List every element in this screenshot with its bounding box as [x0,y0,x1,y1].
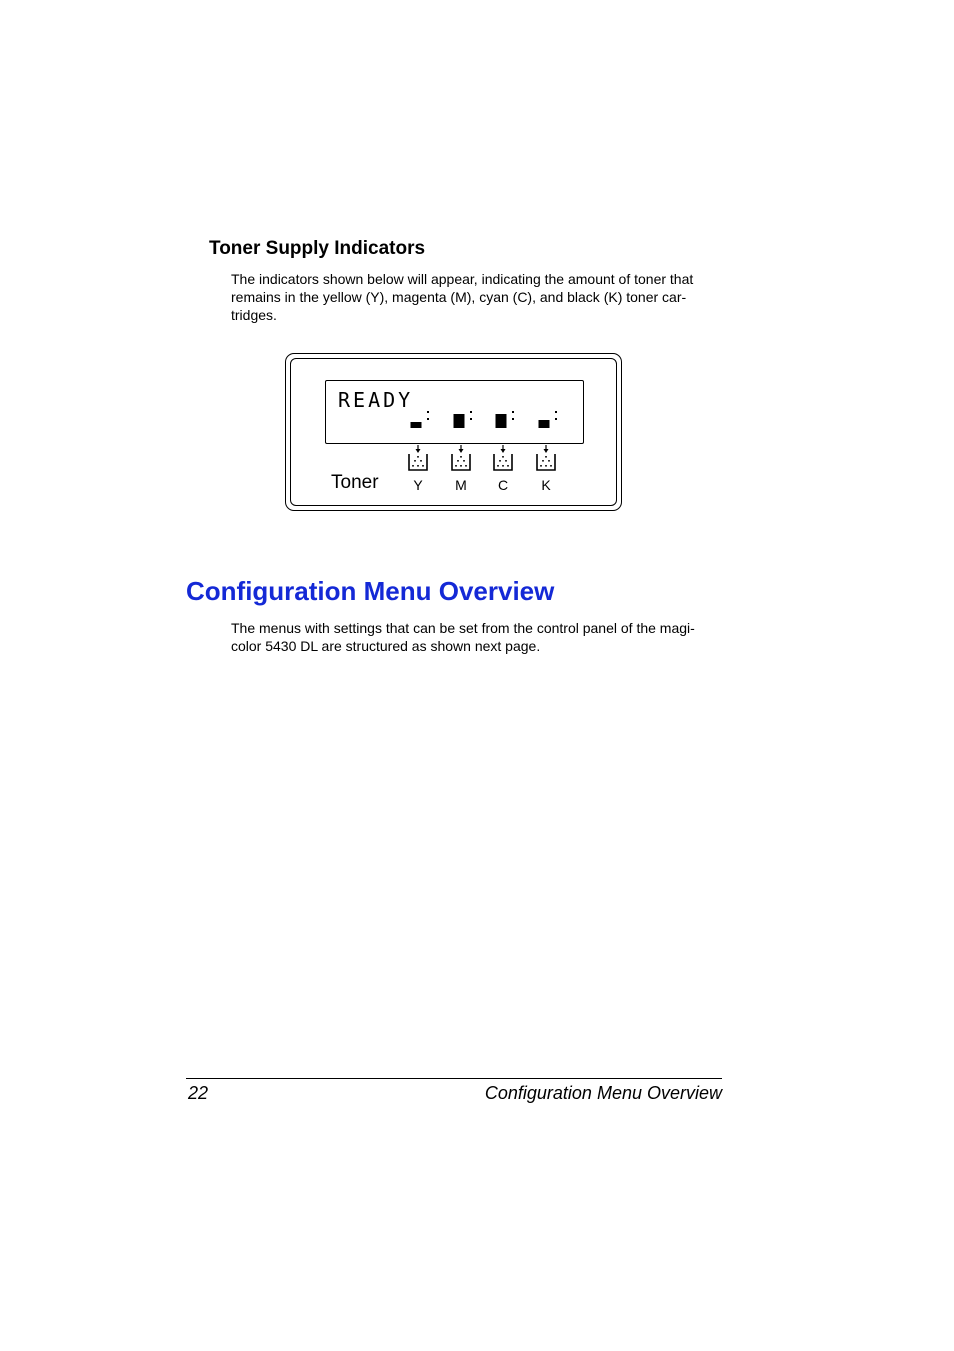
cartridge-label-magenta: M [455,477,467,493]
toner-dot [502,456,504,458]
toner-dot [502,465,504,467]
toner-dot [422,465,424,467]
arrow-down-icon [501,449,506,453]
lcd-display-text: READY [338,388,414,412]
toner-dot [417,456,419,458]
paragraph-line: The menus with settings that can be set from the control panel of the magi- [231,620,695,636]
toner-level-bar-magenta [454,414,465,428]
arrow-down-icon [459,449,464,453]
toner-dot [545,456,547,458]
arrow-down-icon [544,449,549,453]
toner-dot [457,460,459,462]
cartridge-label-black: K [541,477,551,493]
toner-marker-dot [427,411,429,413]
toner-level-bar-cyan [496,414,507,428]
toner-dot [497,465,499,467]
toner-level-bar-yellow [411,422,422,428]
toner-dot [460,456,462,458]
toner-dot [550,465,552,467]
footer-page-number: 22 [188,1083,209,1103]
toner-dot [507,465,509,467]
toner-marker-dot [512,418,514,420]
paragraph-line: The indicators shown below will appear, indicating the amount of toner that [231,271,694,287]
toner-dot [412,465,414,467]
main-heading: Configuration Menu Overview [186,576,555,606]
toner-dot [505,460,507,462]
toner-marker-dot [512,411,514,413]
toner-dot [540,465,542,467]
toner-dot [455,465,457,467]
cartridge-label-cyan: C [497,477,509,493]
toner-dot [465,465,467,467]
toner-dot [414,460,416,462]
toner-label: Toner [331,472,379,493]
toner-marker-dot [427,418,429,420]
toner-dot [417,465,419,467]
toner-marker-dot [470,411,472,413]
toner-dot [542,460,544,462]
toner-marker-dot [470,418,472,420]
toner-marker-dot [555,411,557,413]
section-heading: Toner Supply Indicators [209,238,426,259]
cartridge-label-yellow: Y [413,477,423,493]
toner-dot [420,460,422,462]
toner-dot [463,460,465,462]
footer-rule [186,1078,722,1079]
paragraph-line: color 5430 DL are structured as shown next page. [231,638,541,654]
toner-dot [499,460,501,462]
toner-dot [460,465,462,467]
toner-dot [545,465,547,467]
arrow-down-icon [416,449,421,453]
paragraph-line: tridges. [231,307,277,323]
overview-paragraph [231,619,731,655]
toner-level-bar-black [539,420,550,428]
toner-marker-dot [555,418,557,420]
paragraph-line: remains in the yellow (Y), magenta (M), cyan (C), and black (K) toner car- [231,289,687,305]
toner-dot [548,460,550,462]
footer-title: Configuration Menu Overview [484,1083,722,1103]
